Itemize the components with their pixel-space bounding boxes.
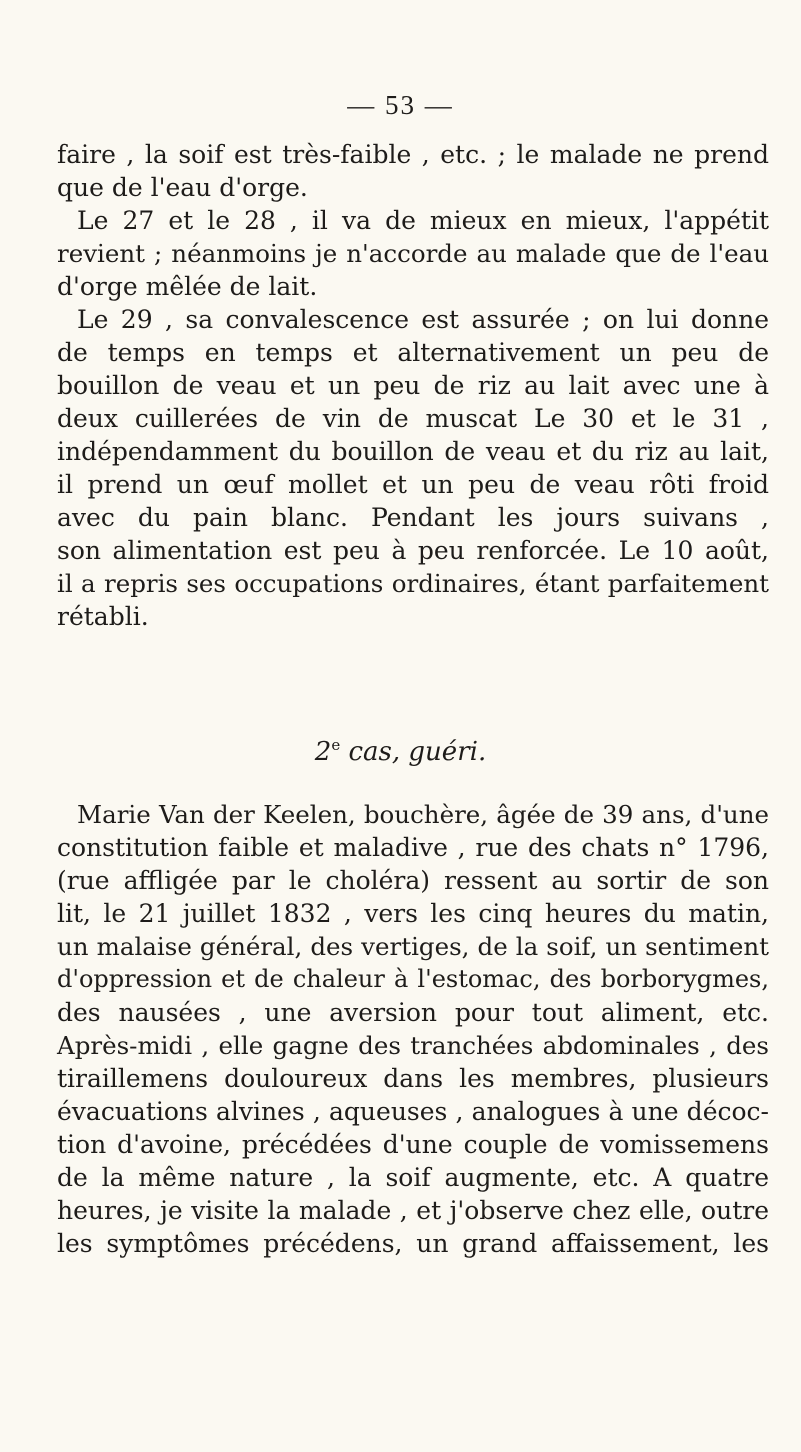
- text-line: il prend un œuf mollet et un peu de veau rôti froid: [57, 470, 769, 499]
- page-number: — 53 —: [347, 90, 454, 120]
- text-line: deux cuillerées de vin de muscat Le 30 et le 31 ,: [57, 404, 769, 433]
- text-line: Marie Van der Keelen, bouchère, âgée de 39 ans, d'une: [77, 800, 769, 829]
- text-line: que de l'eau d'orge.: [57, 173, 308, 202]
- text-line: heures, je visite la malade , et j'observe chez elle, outre: [57, 1196, 769, 1225]
- text-line: évacuations alvines , aqueuses , analogues à une décoc-: [57, 1097, 769, 1126]
- paragraph-case-1-conclusion: [57, 138, 769, 633]
- text-line: lit, le 21 juillet 1832 , vers les cinq heures du matin,: [57, 899, 769, 928]
- text-line: avec du pain blanc. Pendant les jours suivans ,: [57, 503, 769, 532]
- text-line: Après-midi , elle gagne des tranchées abdominales , des: [57, 1031, 769, 1060]
- text-line: faire , la soif est très-faible , etc. ; le malade ne prend: [57, 140, 769, 169]
- text-line: les symptômes précédens, un grand affaissement, les: [57, 1229, 769, 1258]
- case-heading: [0, 736, 801, 767]
- text-line: son alimentation est peu à peu renforcée. Le 10 août,: [57, 536, 769, 565]
- case-heading-text: cas, guéri.: [340, 737, 487, 767]
- text-line: tion d'avoine, précédées d'une couple de vomissemens: [57, 1130, 769, 1159]
- text-line: des nausées , une aversion pour tout aliment, etc.: [57, 998, 769, 1027]
- text-line: un malaise général, des vertiges, de la soif, un sentiment: [57, 932, 769, 961]
- text-line: de temps en temps et alternativement un peu de: [57, 338, 769, 367]
- text-line: bouillon de veau et un peu de riz au lait avec une à: [57, 371, 769, 400]
- text-line: de la même nature , la soif augmente, etc. A quatre: [57, 1163, 769, 1192]
- text-line: indépendamment du bouillon de veau et du riz au lait,: [57, 437, 769, 466]
- text-line: constitution faible et maladive , rue des chats n° 1796,: [57, 833, 769, 862]
- text-line: Le 27 et le 28 , il va de mieux en mieux, l'appétit: [77, 206, 769, 235]
- text-line: rétabli.: [57, 602, 149, 631]
- text-line: Le 29 , sa convalescence est assurée ; on lui donne: [77, 305, 769, 334]
- paragraph-case-2: [57, 798, 769, 1260]
- text-line: revient ; néanmoins je n'accorde au malade que de l'eau: [57, 239, 769, 268]
- text-line: tiraillemens douloureux dans les membres, plusieurs: [57, 1064, 769, 1093]
- text-line: il a repris ses occupations ordinaires, étant parfaitement: [57, 569, 769, 598]
- text-line: d'oppression et de chaleur à l'estomac, des borborygmes,: [57, 965, 769, 993]
- text-line: (rue affligée par le choléra) ressent au sortir de son: [57, 866, 769, 895]
- text-line: d'orge mêlée de lait.: [57, 272, 318, 301]
- case-heading-ordinal-suffix: e: [331, 736, 341, 754]
- case-heading-ordinal: 2: [314, 737, 332, 767]
